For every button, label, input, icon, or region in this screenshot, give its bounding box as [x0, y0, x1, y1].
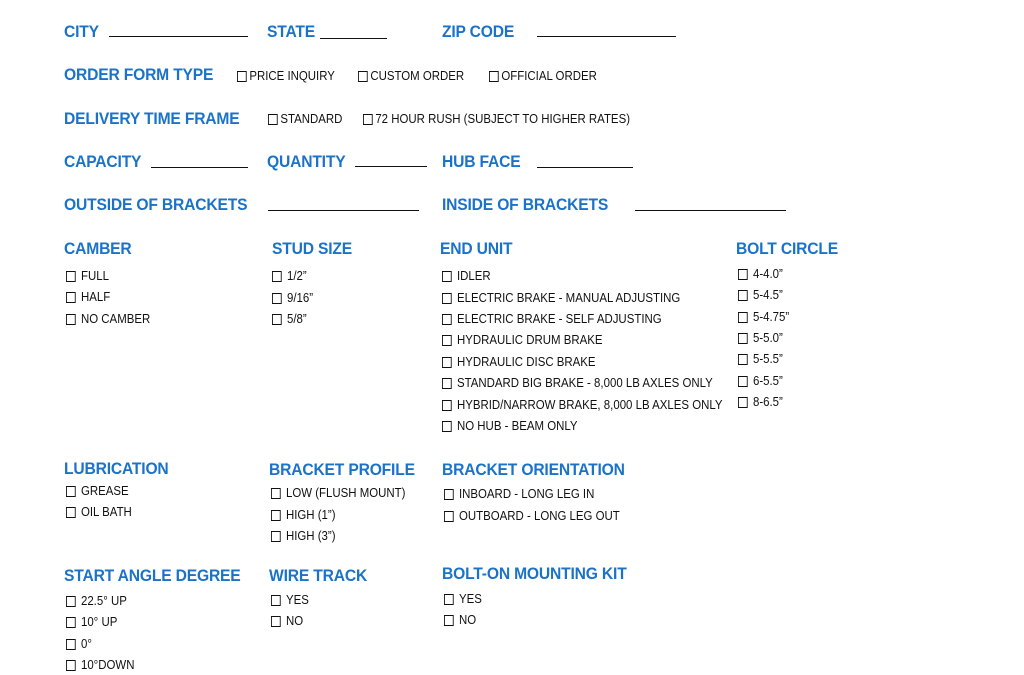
checkbox-icon[interactable]	[66, 660, 76, 671]
camber-full[interactable]: FULL	[66, 268, 109, 284]
checkbox-icon[interactable]	[363, 114, 373, 125]
checkbox-icon[interactable]	[237, 71, 247, 82]
checkbox-icon[interactable]	[442, 335, 452, 346]
bolt-circle-option[interactable]: 6-5.5”	[738, 373, 783, 389]
delivery-time-frame-label: DELIVERY TIME FRAME	[64, 109, 240, 128]
checkbox-icon[interactable]	[442, 421, 452, 432]
start-angle-option[interactable]: 0°	[66, 636, 92, 652]
end-unit-option[interactable]: ELECTRIC BRAKE - MANUAL ADJUSTING	[442, 290, 680, 306]
bolt-circle-option[interactable]: 5-4.5”	[738, 287, 783, 303]
city-field[interactable]	[109, 36, 248, 37]
mounting-kit-no[interactable]: NO	[444, 612, 476, 628]
checkbox-icon[interactable]	[66, 596, 76, 607]
order-form-type-label: ORDER FORM TYPE	[64, 65, 214, 84]
checkbox-icon[interactable]	[444, 615, 454, 626]
checkbox-icon[interactable]	[738, 376, 748, 387]
hub-face-label: HUB FACE	[442, 152, 521, 171]
bolt-circle-label: BOLT CIRCLE	[736, 239, 838, 258]
state-label: STATE	[267, 22, 316, 41]
city-label: CITY	[64, 22, 99, 41]
zip-code-label: ZIP CODE	[442, 22, 515, 41]
checkbox-icon[interactable]	[738, 397, 748, 408]
checkbox-icon[interactable]	[66, 292, 76, 303]
end-unit-option[interactable]: STANDARD BIG BRAKE - 8,000 LB AXLES ONLY	[442, 375, 713, 391]
bolt-circle-option[interactable]: 4-4.0”	[738, 266, 783, 282]
stud-size-5-8[interactable]: 5/8”	[272, 311, 307, 327]
end-unit-option[interactable]: ELECTRIC BRAKE - SELF ADJUSTING	[442, 311, 662, 327]
end-unit-option[interactable]: HYDRAULIC DISC BRAKE	[442, 354, 596, 370]
end-unit-option[interactable]: IDLER	[442, 268, 491, 284]
checkbox-icon[interactable]	[738, 269, 748, 280]
delivery-time-frame-options	[268, 111, 666, 127]
capacity-field[interactable]	[151, 167, 248, 168]
bolt-on-mounting-kit-label: BOLT-ON MOUNTING KIT	[442, 564, 627, 583]
checkbox-icon[interactable]	[738, 312, 748, 323]
end-unit-option[interactable]: NO HUB - BEAM ONLY	[442, 418, 578, 434]
checkbox-icon[interactable]	[66, 486, 76, 497]
stud-size-label: STUD SIZE	[272, 239, 353, 258]
start-angle-option[interactable]: 10° UP	[66, 614, 117, 630]
checkbox-icon[interactable]	[272, 314, 282, 325]
checkbox-icon[interactable]	[738, 354, 748, 365]
checkbox-icon[interactable]	[444, 594, 454, 605]
wire-track-yes[interactable]: YES	[271, 592, 309, 608]
checkbox-icon[interactable]	[358, 71, 368, 82]
outside-of-brackets-field[interactable]	[268, 210, 419, 211]
checkbox-icon[interactable]	[442, 293, 452, 304]
start-angle-option[interactable]: 22.5° UP	[66, 593, 127, 609]
bracket-orientation-inboard[interactable]: INBOARD - LONG LEG IN	[444, 486, 594, 502]
camber-no-camber[interactable]: NO CAMBER	[66, 311, 150, 327]
checkbox-icon[interactable]	[738, 290, 748, 301]
lubrication-grease[interactable]: GREASE	[66, 483, 129, 499]
bolt-circle-option[interactable]: 8-6.5”	[738, 394, 783, 410]
quantity-field[interactable]	[355, 166, 427, 167]
zip-code-field[interactable]	[537, 36, 676, 37]
start-angle-option[interactable]: 10°DOWN	[66, 657, 134, 673]
checkbox-icon[interactable]	[489, 71, 499, 82]
bracket-orientation-label: BRACKET ORIENTATION	[442, 460, 625, 479]
capacity-label: CAPACITY	[64, 152, 142, 171]
mounting-kit-yes[interactable]: YES	[444, 591, 482, 607]
wire-track-label: WIRE TRACK	[269, 566, 368, 585]
state-field[interactable]	[320, 38, 387, 39]
bracket-orientation-outboard[interactable]: OUTBOARD - LONG LEG OUT	[444, 508, 620, 524]
start-angle-degree-label: START ANGLE DEGREE	[64, 566, 241, 585]
bolt-circle-option[interactable]: 5-5.0”	[738, 330, 783, 346]
bracket-profile-option[interactable]: LOW (FLUSH MOUNT)	[271, 485, 405, 501]
checkbox-icon[interactable]	[271, 510, 281, 521]
order-type-official-order[interactable]: OFFICIAL ORDER	[489, 68, 597, 84]
checkbox-icon[interactable]	[66, 314, 76, 325]
bolt-circle-option[interactable]: 5-4.75”	[738, 309, 789, 325]
checkbox-icon[interactable]	[271, 595, 281, 606]
checkbox-icon[interactable]	[442, 314, 452, 325]
inside-of-brackets-field[interactable]	[635, 210, 786, 211]
checkbox-icon[interactable]	[271, 531, 281, 542]
wire-track-no[interactable]: NO	[271, 613, 303, 629]
order-type-custom-order[interactable]: CUSTOM ORDER	[358, 68, 464, 84]
checkbox-icon[interactable]	[66, 639, 76, 650]
checkbox-icon[interactable]	[66, 617, 76, 628]
checkbox-icon[interactable]	[738, 333, 748, 344]
hub-face-field[interactable]	[537, 167, 633, 168]
checkbox-icon[interactable]	[444, 511, 454, 522]
checkbox-icon[interactable]	[272, 271, 282, 282]
checkbox-icon[interactable]	[272, 293, 282, 304]
bracket-profile-label: BRACKET PROFILE	[269, 460, 415, 479]
order-type-price-inquiry[interactable]: PRICE INQUIRY	[237, 68, 335, 84]
checkbox-icon[interactable]	[442, 378, 452, 389]
delivery-72-hour-rush[interactable]: 72 HOUR RUSH (SUBJECT TO HIGHER RATES)	[363, 111, 630, 127]
lubrication-label: LUBRICATION	[64, 459, 169, 478]
checkbox-icon[interactable]	[442, 271, 452, 282]
inside-of-brackets-label: INSIDE OF BRACKETS	[442, 195, 609, 214]
end-unit-option[interactable]: HYBRID/NARROW BRAKE, 8,000 LB AXLES ONLY	[442, 397, 723, 413]
outside-of-brackets-label: OUTSIDE OF BRACKETS	[64, 195, 248, 214]
checkbox-icon[interactable]	[66, 271, 76, 282]
stud-size-1-2[interactable]: 1/2”	[272, 268, 307, 284]
delivery-standard[interactable]: STANDARD	[268, 111, 342, 127]
checkbox-icon[interactable]	[271, 616, 281, 627]
bracket-profile-option[interactable]: HIGH (1”)	[271, 507, 336, 523]
checkbox-icon[interactable]	[66, 507, 76, 518]
checkbox-icon[interactable]	[444, 489, 454, 500]
stud-size-9-16[interactable]: 9/16”	[272, 290, 313, 306]
camber-label: CAMBER	[64, 239, 132, 258]
end-unit-label: END UNIT	[440, 239, 513, 258]
quantity-label: QUANTITY	[267, 152, 346, 171]
camber-half[interactable]: HALF	[66, 289, 110, 305]
checkbox-icon[interactable]	[268, 114, 278, 125]
lubrication-oil-bath[interactable]: OIL BATH	[66, 504, 132, 520]
end-unit-option[interactable]: HYDRAULIC DRUM BRAKE	[442, 332, 603, 348]
bolt-circle-option[interactable]: 5-5.5”	[738, 351, 783, 367]
bracket-profile-option[interactable]: HIGH (3”)	[271, 528, 336, 544]
checkbox-icon[interactable]	[442, 357, 452, 368]
checkbox-icon[interactable]	[442, 400, 452, 411]
order-form-type-options	[237, 68, 612, 84]
checkbox-icon[interactable]	[271, 488, 281, 499]
